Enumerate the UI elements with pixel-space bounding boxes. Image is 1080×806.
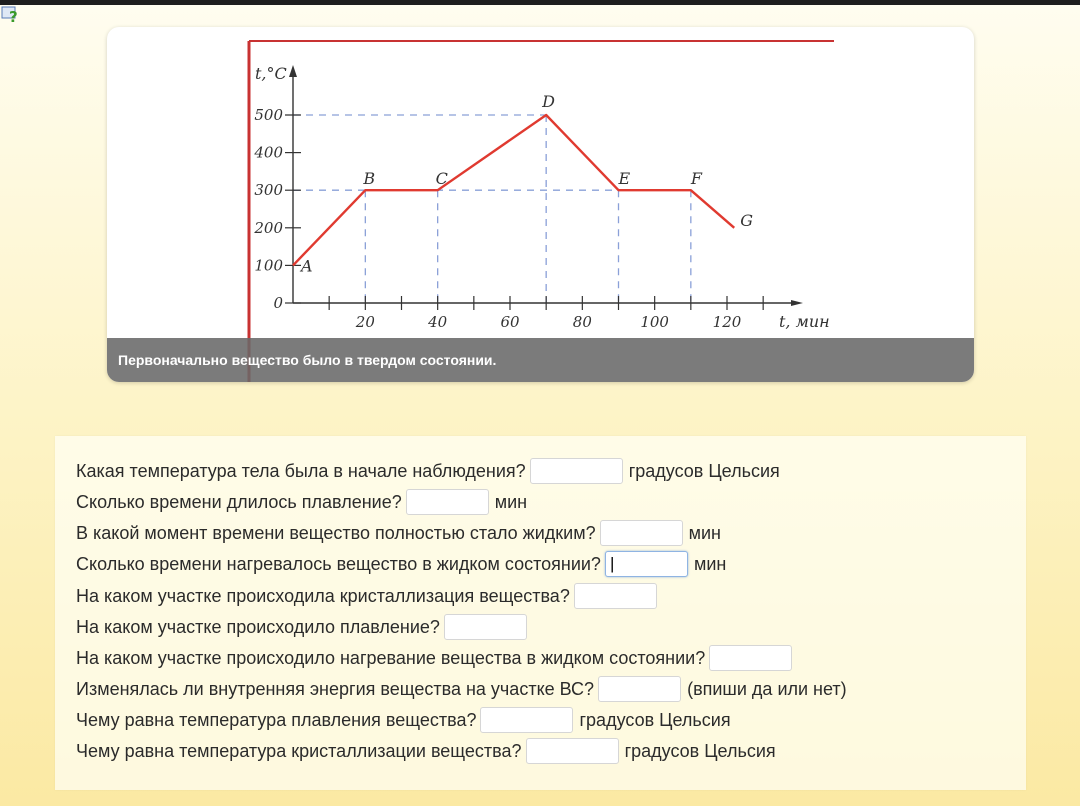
point-label: A bbox=[301, 256, 313, 276]
question-row bbox=[76, 488, 527, 516]
question-text: На каком участке происходила кристаллизация вещества? bbox=[76, 585, 570, 606]
question-row bbox=[76, 582, 663, 610]
answer-input[interactable] bbox=[444, 614, 527, 640]
answer-input[interactable] bbox=[406, 489, 489, 515]
question-text: Чему равна температура плавления вещества? bbox=[76, 709, 477, 730]
question-row bbox=[76, 706, 731, 734]
question-text: Сколько времени нагревалось вещество в жидком состоянии? bbox=[76, 553, 601, 574]
y-tick-label: 0 bbox=[273, 294, 283, 312]
answer-unit: (впиши да или нет) bbox=[687, 678, 847, 699]
y-tick-label: 200 bbox=[254, 218, 283, 237]
answer-unit: мин bbox=[494, 491, 528, 512]
answer-input-focused[interactable] bbox=[605, 551, 688, 577]
x-tick-label: 100 bbox=[640, 313, 669, 331]
answer-input[interactable] bbox=[574, 583, 657, 609]
point-label: F bbox=[690, 169, 702, 189]
x-axis-label: t, мин bbox=[779, 312, 830, 331]
y-axis-arrow bbox=[289, 65, 297, 77]
x-tick-label: 40 bbox=[428, 313, 448, 331]
answer-unit: градусов Цельсия bbox=[624, 740, 776, 761]
y-axis-label: t,°C bbox=[255, 64, 287, 83]
point-label: G bbox=[740, 210, 754, 230]
answer-input[interactable] bbox=[600, 520, 683, 546]
answer-input[interactable] bbox=[598, 676, 681, 702]
point-label: B bbox=[363, 169, 376, 189]
y-tick-label: 500 bbox=[254, 106, 283, 124]
answer-input[interactable] bbox=[526, 738, 619, 764]
question-row bbox=[76, 457, 780, 485]
y-tick-label: 300 bbox=[254, 181, 283, 200]
point-label: E bbox=[618, 169, 631, 189]
question-row bbox=[76, 675, 847, 703]
question-text: В какой момент времени вещество полностью стало жидким? bbox=[76, 522, 596, 543]
top-bar bbox=[0, 0, 1080, 5]
x-axis-arrow bbox=[791, 300, 803, 306]
question-row bbox=[76, 644, 798, 672]
question-row bbox=[76, 613, 533, 641]
question-row bbox=[76, 737, 776, 765]
question-text: Изменялась ли внутренняя энергия вещества на участке ВС? bbox=[76, 678, 595, 699]
answer-unit: мин bbox=[693, 553, 727, 574]
svg-text:?: ? bbox=[9, 8, 18, 24]
answer-unit: градусов Цельсия bbox=[579, 709, 731, 730]
graph-card bbox=[107, 27, 974, 382]
y-tick-label: 400 bbox=[254, 143, 283, 162]
temperature-chart bbox=[107, 27, 974, 382]
point-label: D bbox=[542, 92, 555, 111]
answer-input[interactable] bbox=[530, 458, 623, 484]
answer-unit: градусов Цельсия bbox=[628, 460, 780, 481]
question-text: Чему равна температура кристаллизации вещества? bbox=[76, 740, 522, 761]
y-tick-label: 100 bbox=[254, 256, 283, 275]
question-text: Сколько времени длилось плавление? bbox=[76, 491, 402, 512]
x-tick-label: 120 bbox=[712, 313, 742, 331]
point-label: C bbox=[435, 169, 448, 189]
question-row bbox=[76, 550, 726, 578]
help-question-icon[interactable] bbox=[1, 4, 21, 24]
image-caption: Первоначально вещество было в твердом состоянии. bbox=[107, 338, 974, 382]
x-tick-label: 60 bbox=[500, 313, 520, 331]
question-text: На каком участке происходило плавление? bbox=[76, 616, 440, 637]
x-tick-label: 20 bbox=[355, 313, 375, 331]
answer-input[interactable] bbox=[709, 645, 792, 671]
question-text: На каком участке происходило нагревание вещества в жидком состоянии? bbox=[76, 647, 706, 668]
question-text: Какая температура тела была в начале наблюдения? bbox=[76, 460, 526, 481]
answer-input[interactable] bbox=[480, 707, 573, 733]
answer-unit: мин bbox=[688, 522, 721, 543]
x-tick-label: 80 bbox=[572, 313, 592, 331]
questions-panel bbox=[55, 436, 1026, 790]
question-row bbox=[76, 519, 721, 547]
